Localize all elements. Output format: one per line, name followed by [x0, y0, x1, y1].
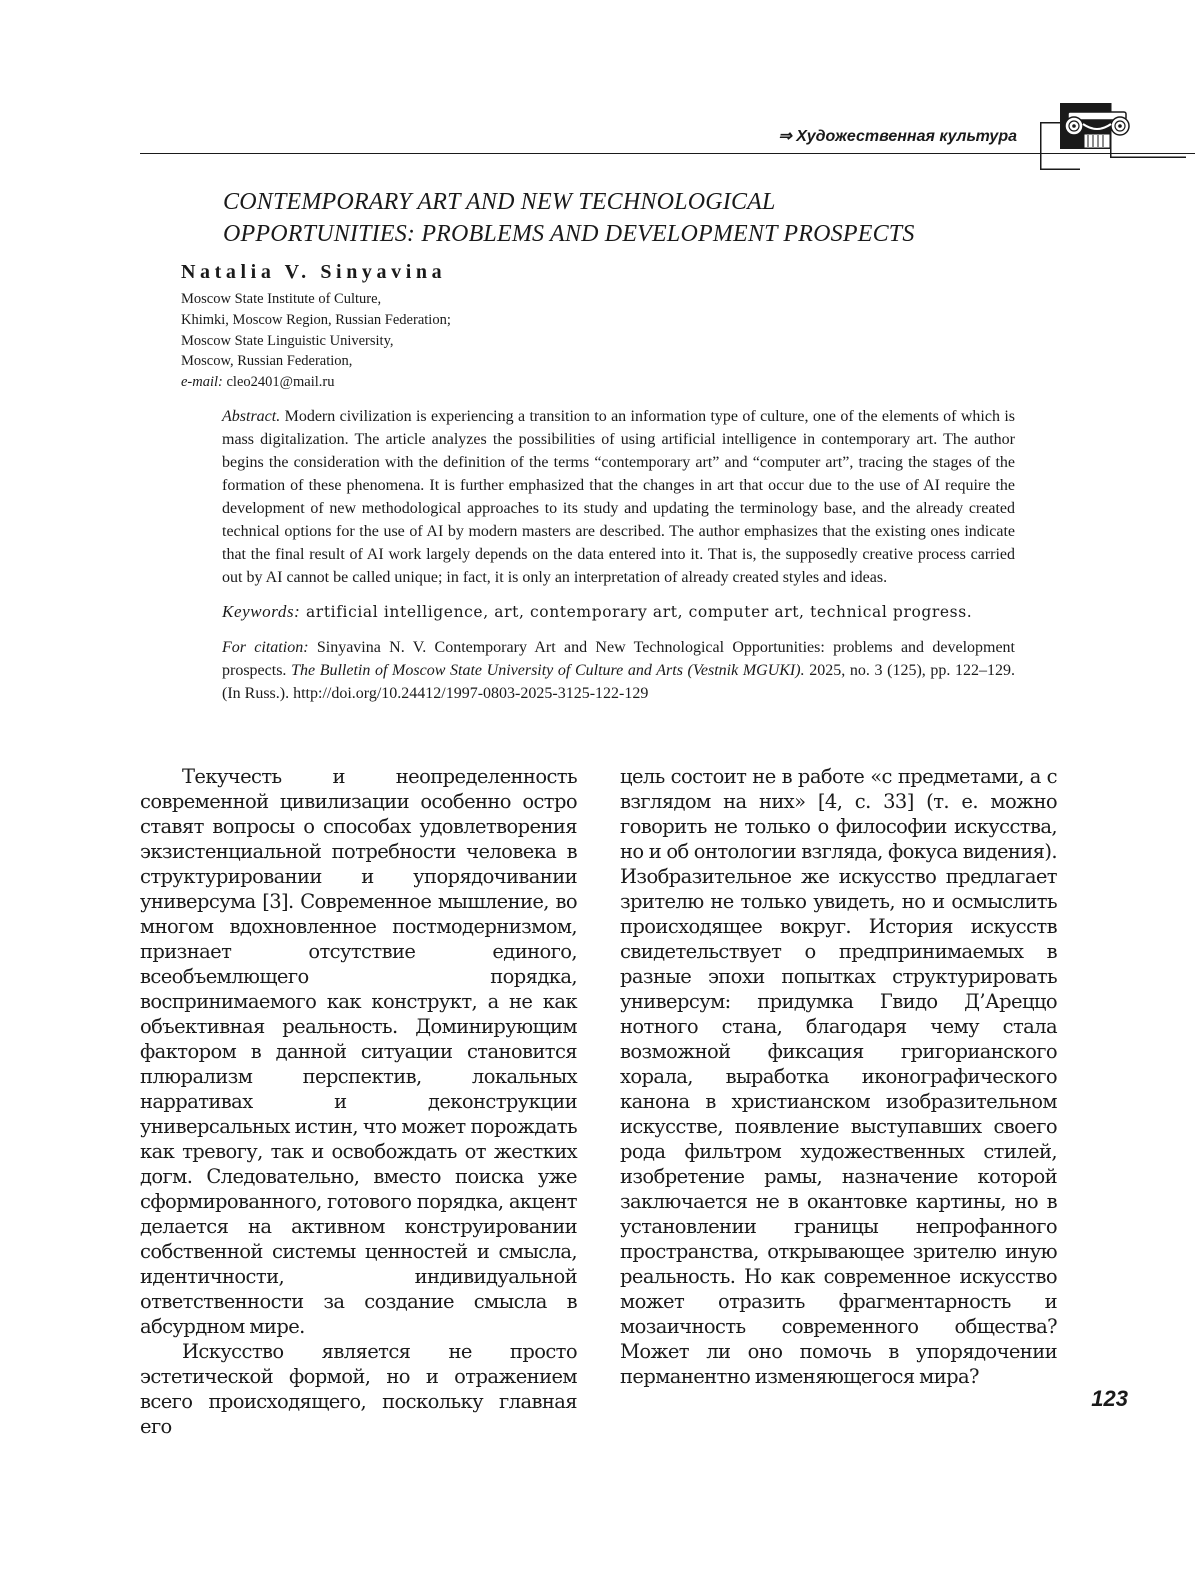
- citation-journal: The Bulletin of Moscow State University of Culture and Arts (Vestnik MGUKI).: [291, 662, 805, 679]
- abstract-block: [222, 405, 1015, 705]
- author-name: Natalia V. Sinyavina: [181, 261, 447, 283]
- citation-text: Sinyavina N. V. Contemporary Art and New Technological Opportunities: problems and development prospects.: [222, 639, 1016, 679]
- keywords-text: artificial intelligence, art, contemporary art, computer art, technical progress.: [305, 603, 973, 621]
- affiliation-line: Moscow, Russian Federation,: [181, 353, 353, 370]
- keywords: [222, 600, 1015, 624]
- citation: [222, 636, 1015, 705]
- ionic-capital-logo-icon: [1040, 100, 1186, 170]
- abstract-text: Modern civilization is experiencing a transition to an information type of culture, one of the elements of which is mass digitalization. The article analyzes the possibilities of using artificial intelligence in contemporary art. The author begins the consideration with the definition of the terms “contemporary art” and “computer art”, tracing the stages of the formation of these phenomena. It is further emphasized that the changes in art that occur due to the use of AI require the development of new methodological approaches to its study and updating the terminology base, and the already created technical options for the use of AI by modern masters are described. The author emphasizes that the existing ones indicate that the final result of AI work largely depends on the data entered into it. That is, the supposedly creative process carried out by AI cannot be called unique; in fact, it is only an interpretation of already created styles and ideas.: [222, 408, 1016, 586]
- email-line: [181, 372, 451, 393]
- abstract-label: Abstract.: [222, 408, 281, 425]
- body-paragraph: Текучесть и неопределенность современной цивилизации особенно остро ставят вопросы о способах удовлетворения экзистенциальной потребности человека в структурировании и упорядочивании универсума [3]. Современное мышление, во многом вдохновленное постмодернизмом, признает отсутствие единого, всеобъемлющего порядка, воспринимаемого как конструкт, а не как объективная реальность. Доминирующим фактором в данной ситуации становится плюрализм перспектив, локальных нарративах и деконструкции универсальных истин, что может порождать как тревогу, так и освобождать от жестких догм. Следовательно, вместо поиска уже сформированного, готового порядка, акцент делается на активном конструировании собственной системы ценностей и смысла, идентичности, индивидуальной ответственности за создание смысла в абсурдном мире.: [140, 765, 577, 1338]
- affiliation-line: Moscow State Linguistic University,: [181, 332, 394, 349]
- affiliation-line: Khimki, Moscow Region, Russian Federation;: [181, 311, 451, 328]
- body-paragraph: цель состоит не в работе «с предметами, а с взглядом на них» [4, с. 33] (т. е. можно говорить не только о философии искусства, но и об онтологии взгляда, фокуса видения). Изобразительное же искусство предлагает зрителю не только увидеть, но и осмыслить происходящее вокруг. История искусств свидетельствует о предпринимаемых в разные эпохи попытках структурировать универсум: придумка Гвидо Д’Ареццо нотного стана, благодаря чему стала возможной фиксация григорианского хорала, выработка иконографического канона в христианском изобразительном искусстве, появление выступавших своего рода фильтром художественных стилей, изобретение рамы, назначение которой заключается не в окантовке картины, но в установлении границы непрофанного пространства, открывающее зрителю иную реальность. Но как современное искусство может отразить фрагментарность и мозаичность современного общества? Может ли оно помочь в упорядочении перманентно изменяющегося мира?: [620, 765, 1057, 1388]
- body-paragraph: Искусство является не просто эстетической формой, но и отражением всего происходящего, поскольку главная его: [140, 1340, 577, 1438]
- affiliation: [181, 289, 451, 393]
- header-rule: [140, 153, 1195, 154]
- title-line: OPPORTUNITIES: PROBLEMS AND DEVELOPMENT PROSPECTS: [223, 221, 915, 247]
- affiliation-line: Moscow State Institute of Culture,: [181, 291, 382, 307]
- article-title: [223, 186, 1123, 250]
- citation-label: For citation:: [222, 639, 309, 656]
- page-number: 123: [1091, 1386, 1128, 1411]
- email-address[interactable]: cleo2401@mail.ru: [226, 374, 335, 391]
- running-head: ⇒ Художественная культура: [778, 128, 1017, 145]
- body-column-left: [140, 764, 577, 1439]
- title-line: CONTEMPORARY ART AND NEW TECHNOLOGICAL: [223, 189, 776, 215]
- email-label: e-mail:: [181, 374, 223, 391]
- body-column-right: [620, 764, 1057, 1389]
- abstract: [222, 405, 1015, 589]
- citation-doi[interactable]: 2025, no. 3 (125), pp. 122–129. (In Russ.). http://doi.org/10.24412/1997-0803-2025-3125-122-129: [222, 662, 1016, 702]
- keywords-label: Keywords:: [222, 602, 301, 621]
